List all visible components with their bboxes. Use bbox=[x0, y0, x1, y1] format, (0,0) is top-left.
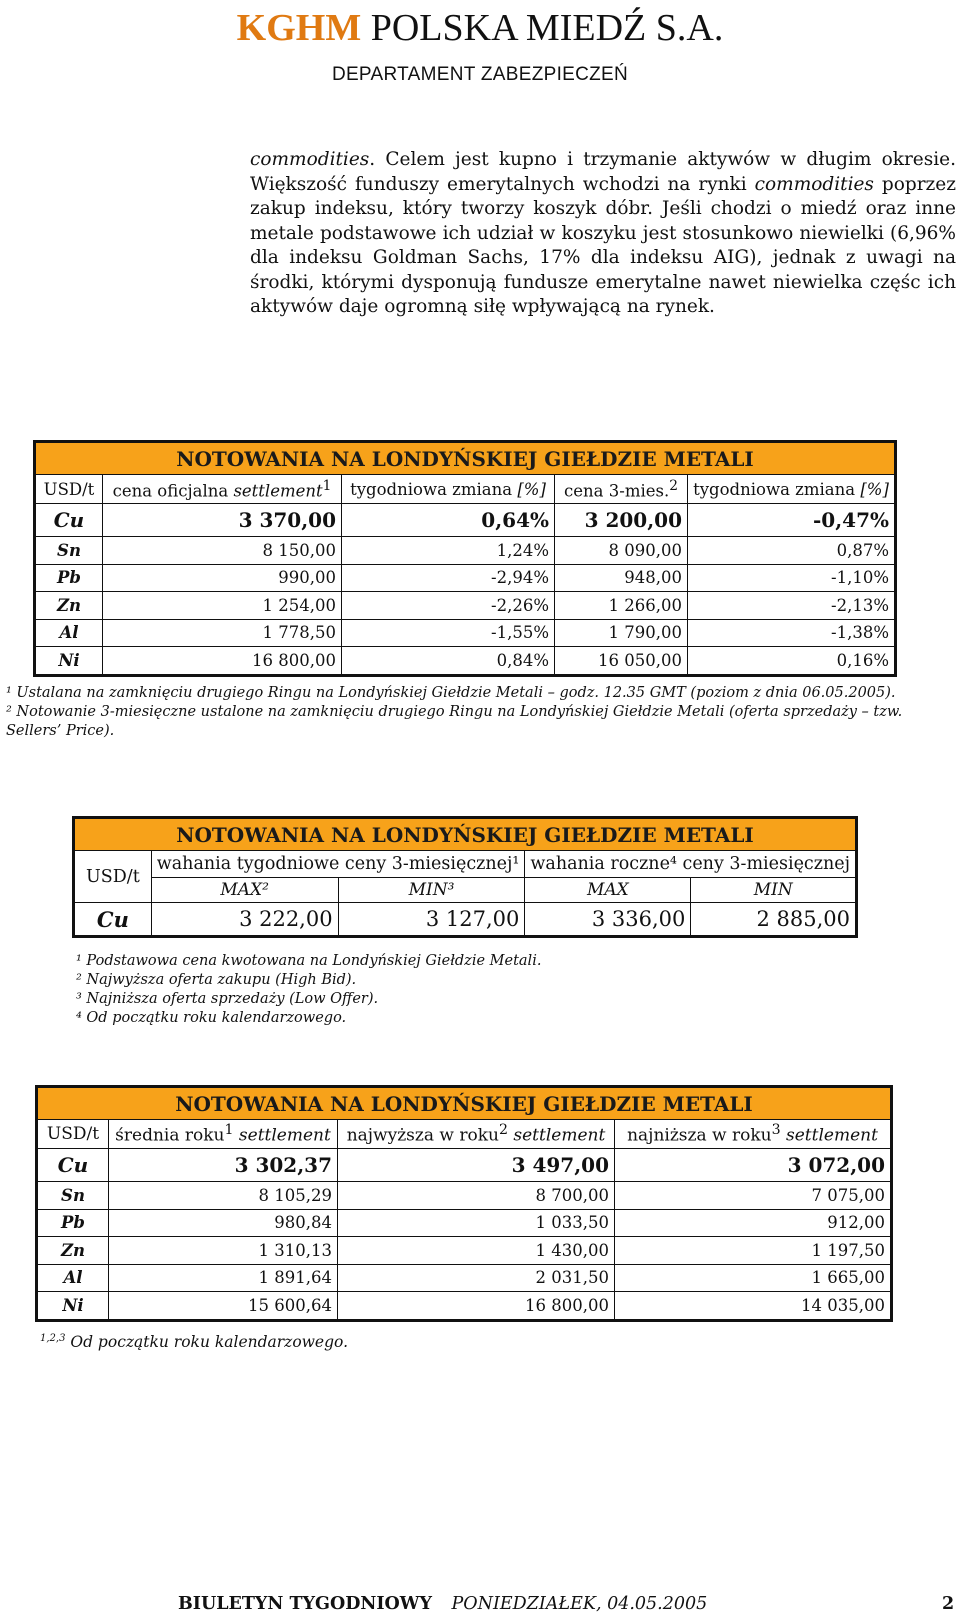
cell: 14 035,00 bbox=[615, 1292, 892, 1321]
cell: 8 700,00 bbox=[338, 1182, 615, 1210]
metal-label: Al bbox=[37, 1264, 109, 1292]
metal-label: Cu bbox=[37, 1149, 109, 1182]
table-row bbox=[37, 1209, 892, 1237]
table1-footnotes bbox=[6, 684, 926, 741]
cell: 1 310,13 bbox=[109, 1237, 338, 1265]
cell: 8 150,00 bbox=[103, 537, 342, 565]
hdr-text: tygodniowa zmiana bbox=[693, 479, 861, 499]
hdr-text: najwyższa w roku bbox=[346, 1125, 499, 1146]
cell: 1 790,00 bbox=[555, 619, 688, 647]
hdr-sup: 2 bbox=[669, 477, 678, 494]
lme-range-table bbox=[72, 816, 858, 938]
hdr-sup: 1 bbox=[224, 1122, 234, 1139]
sub-header: MIN³ bbox=[338, 878, 525, 903]
table-title: NOTOWANIA NA LONDYŃSKIEJ GIEŁDZIE METALI bbox=[37, 1087, 892, 1120]
metal-label: Ni bbox=[35, 647, 103, 676]
page-number: 2 bbox=[942, 1594, 955, 1614]
cell: 990,00 bbox=[103, 564, 342, 592]
cell: 1 033,50 bbox=[338, 1209, 615, 1237]
cell: 980,84 bbox=[109, 1209, 338, 1237]
footnote: ¹ Podstawowa cena kwotowana na Londyńskiej Giełdzie Metali. bbox=[76, 953, 542, 969]
metal-label: Al bbox=[35, 619, 103, 647]
bulletin-name: BIULETYN TYGODNIOWY bbox=[178, 1594, 432, 1614]
hdr-text: cena 3-mies. bbox=[564, 481, 670, 501]
col-weekly-change bbox=[342, 475, 555, 504]
table-row bbox=[35, 504, 896, 537]
bulletin-date: PONIEDZIAŁEK, 04.05.2005 bbox=[451, 1594, 708, 1614]
hdr-text: średnia roku bbox=[115, 1125, 225, 1146]
hdr-italic: settlement bbox=[507, 1125, 606, 1146]
metal-label: Pb bbox=[37, 1209, 109, 1237]
hdr-italic: settlement bbox=[780, 1125, 878, 1146]
table3-footnote bbox=[40, 1329, 348, 1352]
table-row bbox=[35, 537, 896, 565]
lme-quotes-table bbox=[33, 440, 897, 677]
table-row bbox=[37, 1149, 892, 1182]
hdr-sup: 3 bbox=[771, 1122, 781, 1139]
cell: 3 302,37 bbox=[109, 1149, 338, 1182]
cell: 1 197,50 bbox=[615, 1237, 892, 1265]
cell: 3 336,00 bbox=[525, 903, 691, 937]
cell: 1 778,50 bbox=[103, 619, 342, 647]
col-group-yearly: wahania roczne⁴ ceny 3-miesięcznej bbox=[525, 851, 857, 878]
cell: 15 600,64 bbox=[109, 1292, 338, 1321]
cell: 1 266,00 bbox=[555, 592, 688, 620]
footnote: ³ Najniższa oferta sprzedaży (Low Offer). bbox=[76, 991, 379, 1007]
table-title: NOTOWANIA NA LONDYŃSKIEJ GIEŁDZIE METALI bbox=[35, 442, 896, 475]
hdr-text: najniższa w roku bbox=[627, 1125, 772, 1146]
lme-annual-table bbox=[35, 1085, 893, 1322]
cell: 16 800,00 bbox=[103, 647, 342, 676]
col-unit: USD/t bbox=[74, 851, 152, 903]
cell: 3 072,00 bbox=[615, 1149, 892, 1182]
cell: 2 885,00 bbox=[691, 903, 857, 937]
col-group-weekly: wahania tygodniowe ceny 3-miesięcznej¹ bbox=[151, 851, 525, 878]
footnote: ⁴ Od początku roku kalendarzowego. bbox=[76, 1010, 347, 1026]
company-name: POLSKA MIEDŹ S.A. bbox=[370, 7, 724, 49]
hdr-italic: [%] bbox=[860, 479, 889, 499]
footnote-sup: 1,2,3 bbox=[40, 1333, 66, 1344]
cell: 0,16% bbox=[688, 647, 896, 676]
hdr-text: tygodniowa zmiana bbox=[350, 479, 518, 499]
hdr-italic: [%] bbox=[517, 479, 546, 499]
cell: 0,87% bbox=[688, 537, 896, 565]
col-year-low bbox=[615, 1120, 892, 1149]
page-footer bbox=[178, 1594, 955, 1614]
cell: -1,10% bbox=[688, 564, 896, 592]
cell: 1 665,00 bbox=[615, 1264, 892, 1292]
col-unit: USD/t bbox=[35, 475, 103, 504]
cell: -0,47% bbox=[688, 504, 896, 537]
col-official-price bbox=[103, 475, 342, 504]
table-row bbox=[35, 592, 896, 620]
cell: 0,64% bbox=[342, 504, 555, 537]
metal-label: Zn bbox=[37, 1237, 109, 1265]
table-row bbox=[35, 647, 896, 676]
metal-label: Sn bbox=[35, 537, 103, 565]
company-header bbox=[0, 6, 960, 50]
cell: 7 075,00 bbox=[615, 1182, 892, 1210]
cell: -2,13% bbox=[688, 592, 896, 620]
paragraph-text-2: poprzez zakup indeksu, który tworzy koszyk dóbr. Jeśli chodzi o miedź oraz inne metale podstawowe ich udział w koszyku jest stosunkowo niewielki (6,96% dla indeksu Goldman Sachs, 17% dla indeksu AIG), jednak z uwagi na środki, którymi dysponują fundusze emerytalne nawet niewielka częśc ich aktywów daje ogromną siłę wpływającą na rynek. bbox=[250, 173, 957, 317]
table-row bbox=[74, 903, 857, 937]
sub-header: MAX² bbox=[151, 878, 338, 903]
col-unit: USD/t bbox=[37, 1120, 109, 1149]
table-row bbox=[37, 1182, 892, 1210]
term-commodities: commodities bbox=[250, 149, 370, 170]
cell: 8 105,29 bbox=[109, 1182, 338, 1210]
term-commodities-2: commodities bbox=[754, 173, 874, 195]
brand-logo: KGHM bbox=[236, 7, 362, 49]
body-paragraph bbox=[250, 148, 956, 320]
cell: 912,00 bbox=[615, 1209, 892, 1237]
hdr-sup: 2 bbox=[498, 1122, 508, 1139]
cell: -1,55% bbox=[342, 619, 555, 647]
sub-header: MIN bbox=[691, 878, 857, 903]
metal-label: Cu bbox=[35, 504, 103, 537]
department-name: DEPARTAMENT ZABEZPIECZEŃ bbox=[331, 64, 629, 85]
table-title: NOTOWANIA NA LONDYŃSKIEJ GIEŁDZIE METALI bbox=[74, 818, 857, 851]
footnote: ² Najwyższa oferta zakupu (High Bid). bbox=[76, 972, 357, 988]
table-row bbox=[35, 564, 896, 592]
cell: -2,26% bbox=[342, 592, 555, 620]
cell: 1,24% bbox=[342, 537, 555, 565]
cell: 2 031,50 bbox=[338, 1264, 615, 1292]
metal-label: Sn bbox=[37, 1182, 109, 1210]
table-row bbox=[35, 619, 896, 647]
cell: -1,38% bbox=[688, 619, 896, 647]
metal-label: Ni bbox=[37, 1292, 109, 1321]
sub-header: MAX bbox=[525, 878, 691, 903]
cell: 3 497,00 bbox=[338, 1149, 615, 1182]
col-year-high bbox=[338, 1120, 615, 1149]
cell: 16 050,00 bbox=[555, 647, 688, 676]
footnote: ¹ Ustalana na zamknięciu drugiego Ringu na Londyńskiej Giełdzie Metali – godz. 12.35 GMT (poziom z dnia 06.05.2005). bbox=[6, 685, 896, 701]
metal-label: Pb bbox=[35, 564, 103, 592]
paragraph-text-1: . Celem jest kupno i trzymanie aktywów w długim okresie. Większość funduszy emerytalnych wchodzi na rynki bbox=[250, 149, 956, 195]
hdr-sup: 1 bbox=[322, 477, 332, 494]
cell: 1 254,00 bbox=[103, 592, 342, 620]
cell: 3 127,00 bbox=[338, 903, 525, 937]
col-weekly-change-3m bbox=[688, 475, 896, 504]
table-row bbox=[37, 1292, 892, 1321]
col-3m-price bbox=[555, 475, 688, 504]
cell: 3 370,00 bbox=[103, 504, 342, 537]
table2-footnotes bbox=[76, 952, 916, 1028]
cell: 3 222,00 bbox=[151, 903, 338, 937]
hdr-italic: settlement bbox=[233, 481, 323, 501]
footnote: Od początku roku kalendarzowego. bbox=[65, 1333, 349, 1352]
hdr-text: cena oficjalna bbox=[112, 481, 234, 501]
cell: 948,00 bbox=[555, 564, 688, 592]
cell: 16 800,00 bbox=[338, 1292, 615, 1321]
hdr-italic: settlement bbox=[233, 1125, 331, 1146]
table-row bbox=[37, 1264, 892, 1292]
table-row bbox=[37, 1237, 892, 1265]
cell: 1 430,00 bbox=[338, 1237, 615, 1265]
col-year-average bbox=[109, 1120, 338, 1149]
metal-label: Cu bbox=[74, 903, 152, 937]
cell: 8 090,00 bbox=[555, 537, 688, 565]
cell: 3 200,00 bbox=[555, 504, 688, 537]
cell: 1 891,64 bbox=[109, 1264, 338, 1292]
cell: 0,84% bbox=[342, 647, 555, 676]
metal-label: Zn bbox=[35, 592, 103, 620]
footnote: ² Notowanie 3-miesięczne ustalone na zamknięciu drugiego Ringu na Londyńskiej Giełdzie Metali (oferta sprzedaży – tzw. Sellers’ Price). bbox=[6, 704, 903, 739]
cell: -2,94% bbox=[342, 564, 555, 592]
